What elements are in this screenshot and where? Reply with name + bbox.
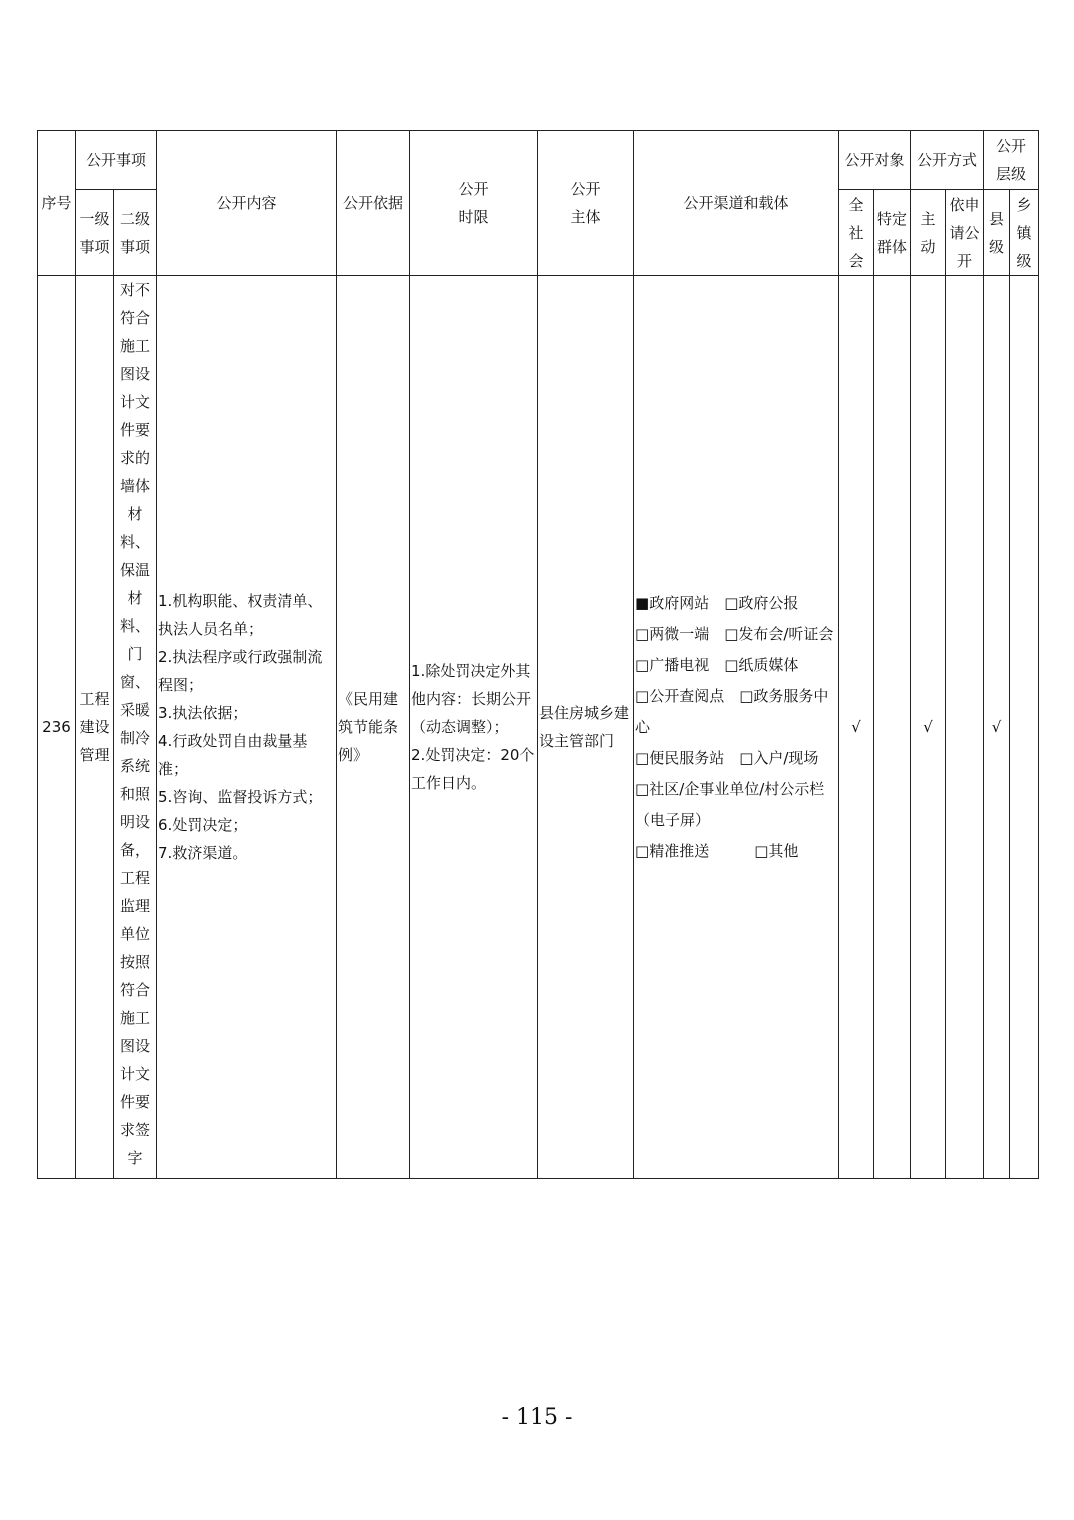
header-method-request: 依申请公开 — [946, 190, 984, 276]
channel-line: □两微一端 □发布会/听证会 — [635, 624, 834, 643]
header-tier: 公开层级 — [984, 131, 1039, 190]
content-item: 5.咨询、监督投诉方式； — [158, 788, 323, 806]
row-content — [157, 276, 337, 1179]
channel-line: □社区/企事业单位/村公示栏（电子屏） — [635, 779, 825, 829]
header-level2: 二级事项 — [114, 190, 157, 276]
header-time-limit: 公开 时限 — [410, 131, 538, 276]
content-item: 4.行政处罚自由裁量基准； — [158, 732, 308, 778]
header-subject: 公开 主体 — [538, 131, 634, 276]
content-item: 2.执法程序或行政强制流程图； — [158, 648, 323, 694]
row-basis: 《民用建筑节能条例》 — [337, 276, 410, 1179]
channel-line: □广播电视 □纸质媒体 — [635, 655, 799, 674]
channel-line: □公开查阅点 □政务服务中心 — [635, 686, 829, 736]
header-basis: 公开依据 — [337, 131, 410, 276]
row-channels — [634, 276, 839, 1179]
row-target-group — [874, 276, 911, 1179]
header-target-group: 特定群体 — [874, 190, 911, 276]
header-method: 公开方式 — [911, 131, 984, 190]
content-item: 6.处罚决定； — [158, 816, 248, 834]
content-item: 7.救济渠道。 — [158, 844, 248, 862]
header-channels: 公开渠道和载体 — [634, 131, 839, 276]
channel-line: □便民服务站 □入户/现场 — [635, 748, 819, 767]
header-content: 公开内容 — [157, 131, 337, 276]
header-tier-county: 县级 — [984, 190, 1010, 276]
row-tier-county: √ — [984, 276, 1010, 1179]
header-seq: 序号 — [38, 131, 76, 276]
header-tier-town: 乡镇级 — [1010, 190, 1039, 276]
time-limit-item: 2.处罚决定：20个工作日内。 — [411, 746, 535, 792]
header-target-all: 全社会 — [839, 190, 874, 276]
time-limit-item: 1.除处罚决定外其他内容：长期公开（动态调整）； — [411, 662, 532, 736]
content-item: 3.执法依据； — [158, 704, 248, 722]
row-target-all: √ — [839, 276, 874, 1179]
page-number: - 115 - — [501, 1405, 573, 1430]
row-method-active: √ — [911, 276, 946, 1179]
row-level2: 对不符合施工图设计文件要求的墙体材料、保温材料、门窗、采暖制冷系统和照明设备，工程监理单位按照符合施工图设计文件要求签字 — [114, 276, 157, 1179]
row-time-limit — [410, 276, 538, 1179]
channel-line: ■政府网站 □政府公报 — [635, 593, 799, 612]
header-method-active: 主动 — [911, 190, 946, 276]
header-level1: 一级事项 — [76, 190, 114, 276]
header-target: 公开对象 — [839, 131, 911, 190]
row-method-request — [946, 276, 984, 1179]
disclosure-table — [37, 130, 1039, 1179]
channel-line: □精准推送 □其他 — [635, 841, 799, 860]
row-tier-town — [1010, 276, 1039, 1179]
content-item: 1.机构职能、权责清单、执法人员名单； — [158, 592, 323, 638]
row-seq: 236 — [38, 276, 76, 1179]
row-level1: 工程建设管理 — [76, 276, 114, 1179]
header-items: 公开事项 — [76, 131, 157, 190]
row-subject: 县住房城乡建设主管部门 — [538, 276, 634, 1179]
